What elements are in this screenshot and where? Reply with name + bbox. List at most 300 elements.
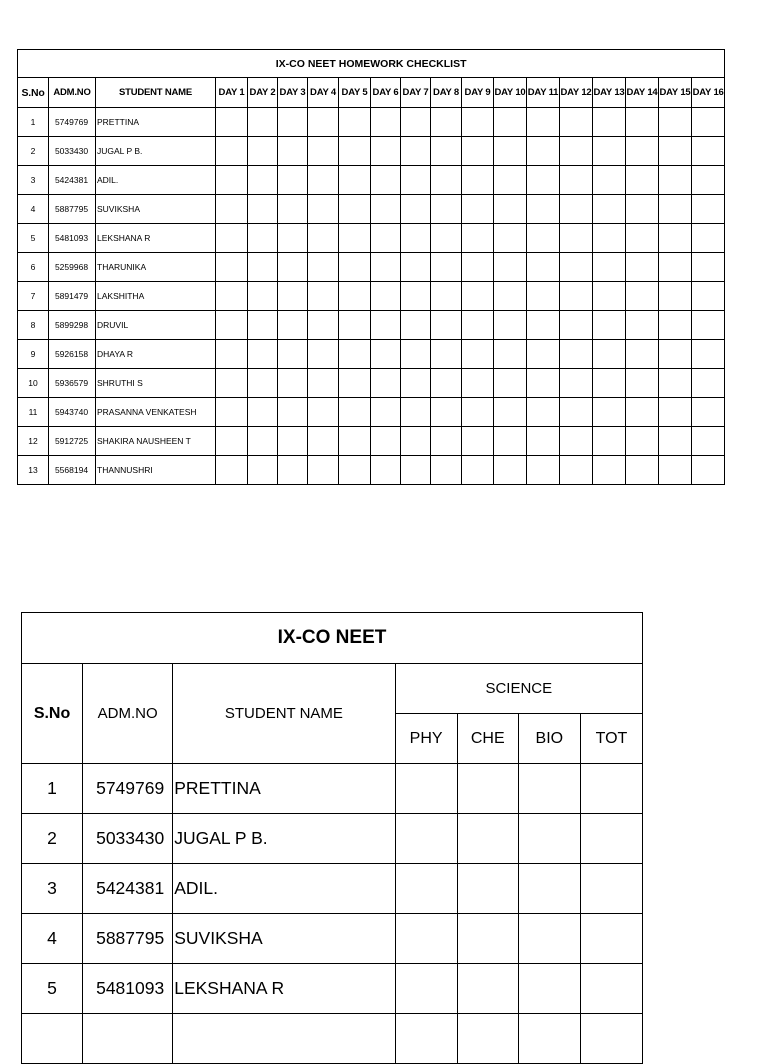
cell-day-1[interactable]: [216, 166, 248, 195]
cell-adm-no: 5926158: [49, 340, 96, 369]
cell-sno: 5: [18, 224, 49, 253]
cell-day-9[interactable]: [462, 166, 494, 195]
cell-day-10[interactable]: [494, 282, 527, 311]
cell-day-10[interactable]: [494, 108, 527, 137]
cell-day-10[interactable]: [494, 427, 527, 456]
cell-day-9[interactable]: [462, 427, 494, 456]
cell-mark-tot[interactable]: [580, 864, 642, 914]
cell-day-11[interactable]: [527, 398, 560, 427]
cell-day-9[interactable]: [462, 195, 494, 224]
cell-day-6[interactable]: [371, 456, 401, 485]
cell-day-11[interactable]: [527, 253, 560, 282]
cell-day-1[interactable]: [216, 340, 248, 369]
cell-day-2[interactable]: [248, 311, 278, 340]
cell-day-9[interactable]: [462, 108, 494, 137]
cell-day-5[interactable]: [339, 195, 371, 224]
cell-student-name: LEKSHANA R: [173, 964, 395, 1014]
cell-day-4[interactable]: [308, 427, 339, 456]
table-row: [18, 398, 725, 427]
cell-day-10[interactable]: [494, 456, 527, 485]
header-day-4: DAY 4: [308, 78, 339, 108]
cell-day-5[interactable]: [339, 253, 371, 282]
header-day-6: DAY 6: [371, 78, 401, 108]
cell-day-12[interactable]: [560, 369, 593, 398]
cell-day-2[interactable]: [248, 398, 278, 427]
cell-adm-no: 5568194: [49, 456, 96, 485]
cell-day-14[interactable]: [626, 108, 659, 137]
cell-day-8[interactable]: [431, 137, 462, 166]
cell-day-10[interactable]: [494, 340, 527, 369]
cell-day-14[interactable]: [626, 224, 659, 253]
table-row: [22, 964, 643, 1014]
cell-day-13[interactable]: [593, 282, 626, 311]
cell-sno: 13: [18, 456, 49, 485]
cell-day-7[interactable]: [401, 137, 431, 166]
cell-day-11[interactable]: [527, 137, 560, 166]
cell-day-4[interactable]: [308, 398, 339, 427]
cell-day-10[interactable]: [494, 398, 527, 427]
cell-day-7[interactable]: [401, 282, 431, 311]
cell-day-14[interactable]: [626, 398, 659, 427]
cell-day-16[interactable]: [692, 224, 725, 253]
cell-day-11[interactable]: [527, 311, 560, 340]
cell-day-2[interactable]: [248, 137, 278, 166]
cell-day-14[interactable]: [626, 311, 659, 340]
cell-day-14[interactable]: [626, 195, 659, 224]
cell-day-14[interactable]: [626, 137, 659, 166]
table-row: [18, 253, 725, 282]
cell-day-6[interactable]: [371, 282, 401, 311]
header-day-1: DAY 1: [216, 78, 248, 108]
cell-day-8[interactable]: [431, 195, 462, 224]
cell-sno: [22, 1014, 83, 1064]
header-student-name: STUDENT NAME: [173, 664, 395, 764]
cell-day-1[interactable]: [216, 427, 248, 456]
cell-mark-tot[interactable]: [580, 914, 642, 964]
table-row: [18, 108, 725, 137]
cell-student-name: DHAYA R: [96, 340, 216, 369]
cell-day-15[interactable]: [659, 224, 692, 253]
cell-day-6[interactable]: [371, 340, 401, 369]
cell-mark-tot[interactable]: [580, 1014, 642, 1064]
cell-day-3[interactable]: [278, 282, 308, 311]
cell-day-7[interactable]: [401, 311, 431, 340]
cell-day-16[interactable]: [692, 137, 725, 166]
cell-day-3[interactable]: [278, 398, 308, 427]
cell-day-13[interactable]: [593, 253, 626, 282]
cell-mark-che[interactable]: [457, 764, 518, 814]
cell-day-12[interactable]: [560, 224, 593, 253]
cell-day-1[interactable]: [216, 398, 248, 427]
table-row: [18, 166, 725, 195]
header-adm-no: ADM.NO: [83, 664, 173, 764]
cell-day-1[interactable]: [216, 137, 248, 166]
cell-day-8[interactable]: [431, 166, 462, 195]
cell-day-15[interactable]: [659, 253, 692, 282]
cell-day-13[interactable]: [593, 108, 626, 137]
cell-student-name: LAKSHITHA: [96, 282, 216, 311]
cell-day-9[interactable]: [462, 282, 494, 311]
cell-day-11[interactable]: [527, 427, 560, 456]
cell-mark-phy[interactable]: [395, 764, 457, 814]
header-day-2: DAY 2: [248, 78, 278, 108]
cell-day-15[interactable]: [659, 340, 692, 369]
cell-day-5[interactable]: [339, 427, 371, 456]
cell-day-6[interactable]: [371, 253, 401, 282]
cell-day-5[interactable]: [339, 108, 371, 137]
cell-day-16[interactable]: [692, 340, 725, 369]
cell-adm-no: 5912725: [49, 427, 96, 456]
cell-day-14[interactable]: [626, 369, 659, 398]
cell-mark-bio[interactable]: [518, 1014, 580, 1064]
cell-student-name: PRASANNA VENKATESH: [96, 398, 216, 427]
cell-day-16[interactable]: [692, 456, 725, 485]
cell-day-13[interactable]: [593, 340, 626, 369]
cell-day-5[interactable]: [339, 311, 371, 340]
cell-day-14[interactable]: [626, 253, 659, 282]
cell-day-4[interactable]: [308, 369, 339, 398]
cell-mark-phy[interactable]: [395, 1014, 457, 1064]
cell-day-15[interactable]: [659, 398, 692, 427]
cell-day-4[interactable]: [308, 224, 339, 253]
cell-day-6[interactable]: [371, 108, 401, 137]
cell-day-1[interactable]: [216, 195, 248, 224]
cell-day-4[interactable]: [308, 340, 339, 369]
cell-day-16[interactable]: [692, 282, 725, 311]
cell-day-11[interactable]: [527, 108, 560, 137]
table-row: [22, 1014, 643, 1064]
table-row: [18, 340, 725, 369]
cell-day-10[interactable]: [494, 137, 527, 166]
cell-day-7[interactable]: [401, 224, 431, 253]
header-day-8: DAY 8: [431, 78, 462, 108]
cell-mark-che[interactable]: [457, 964, 518, 1014]
table-row: [22, 814, 643, 864]
cell-day-8[interactable]: [431, 456, 462, 485]
cell-day-12[interactable]: [560, 398, 593, 427]
cell-mark-tot[interactable]: [580, 814, 642, 864]
table-row: [18, 369, 725, 398]
cell-sno: 2: [18, 137, 49, 166]
header-subject-phy: PHY: [395, 714, 457, 764]
cell-day-9[interactable]: [462, 398, 494, 427]
cell-day-13[interactable]: [593, 398, 626, 427]
cell-sno: 2: [22, 814, 83, 864]
cell-day-8[interactable]: [431, 253, 462, 282]
table-row: [18, 224, 725, 253]
cell-day-15[interactable]: [659, 427, 692, 456]
cell-sno: 9: [18, 340, 49, 369]
cell-day-7[interactable]: [401, 253, 431, 282]
cell-day-15[interactable]: [659, 311, 692, 340]
cell-day-6[interactable]: [371, 427, 401, 456]
cell-day-3[interactable]: [278, 166, 308, 195]
cell-day-5[interactable]: [339, 282, 371, 311]
table-row: [22, 864, 643, 914]
cell-mark-bio[interactable]: [518, 764, 580, 814]
cell-adm-no: 5891479: [49, 282, 96, 311]
cell-sno: 1: [18, 108, 49, 137]
cell-student-name: LEKSHANA R: [96, 224, 216, 253]
cell-day-10[interactable]: [494, 224, 527, 253]
cell-mark-bio[interactable]: [518, 814, 580, 864]
cell-day-5[interactable]: [339, 369, 371, 398]
cell-day-2[interactable]: [248, 224, 278, 253]
cell-day-10[interactable]: [494, 369, 527, 398]
cell-day-7[interactable]: [401, 398, 431, 427]
cell-day-1[interactable]: [216, 369, 248, 398]
cell-day-4[interactable]: [308, 195, 339, 224]
header-day-3: DAY 3: [278, 78, 308, 108]
cell-mark-tot[interactable]: [580, 764, 642, 814]
cell-day-12[interactable]: [560, 195, 593, 224]
cell-day-7[interactable]: [401, 166, 431, 195]
cell-day-15[interactable]: [659, 108, 692, 137]
cell-day-16[interactable]: [692, 427, 725, 456]
cell-day-6[interactable]: [371, 369, 401, 398]
cell-sno: 11: [18, 398, 49, 427]
cell-day-3[interactable]: [278, 427, 308, 456]
cell-sno: 6: [18, 253, 49, 282]
cell-day-12[interactable]: [560, 253, 593, 282]
cell-day-2[interactable]: [248, 340, 278, 369]
cell-day-1[interactable]: [216, 311, 248, 340]
cell-sno: 3: [18, 166, 49, 195]
cell-day-6[interactable]: [371, 311, 401, 340]
cell-day-3[interactable]: [278, 253, 308, 282]
cell-day-9[interactable]: [462, 456, 494, 485]
cell-student-name: PRETTINA: [96, 108, 216, 137]
cell-adm-no: 5033430: [49, 137, 96, 166]
cell-day-11[interactable]: [527, 282, 560, 311]
cell-mark-phy[interactable]: [395, 914, 457, 964]
cell-day-6[interactable]: [371, 398, 401, 427]
header-sno: S.No: [18, 78, 49, 108]
cell-day-8[interactable]: [431, 311, 462, 340]
cell-day-7[interactable]: [401, 195, 431, 224]
cell-day-14[interactable]: [626, 427, 659, 456]
cell-day-4[interactable]: [308, 253, 339, 282]
cell-day-2[interactable]: [248, 253, 278, 282]
cell-day-11[interactable]: [527, 369, 560, 398]
cell-day-15[interactable]: [659, 456, 692, 485]
cell-mark-che[interactable]: [457, 814, 518, 864]
cell-student-name: [173, 1014, 395, 1064]
cell-day-15[interactable]: [659, 166, 692, 195]
cell-mark-che[interactable]: [457, 864, 518, 914]
cell-day-1[interactable]: [216, 108, 248, 137]
cell-day-12[interactable]: [560, 166, 593, 195]
cell-day-13[interactable]: [593, 224, 626, 253]
cell-day-5[interactable]: [339, 166, 371, 195]
cell-day-15[interactable]: [659, 195, 692, 224]
cell-day-5[interactable]: [339, 224, 371, 253]
cell-day-1[interactable]: [216, 224, 248, 253]
cell-adm-no: 5481093: [49, 224, 96, 253]
cell-day-5[interactable]: [339, 456, 371, 485]
cell-day-3[interactable]: [278, 195, 308, 224]
cell-day-6[interactable]: [371, 195, 401, 224]
cell-mark-phy[interactable]: [395, 814, 457, 864]
cell-day-7[interactable]: [401, 369, 431, 398]
cell-day-11[interactable]: [527, 166, 560, 195]
cell-adm-no: 5887795: [83, 914, 173, 964]
cell-mark-bio[interactable]: [518, 914, 580, 964]
cell-day-4[interactable]: [308, 137, 339, 166]
cell-student-name: JUGAL P B.: [173, 814, 395, 864]
cell-sno: 1: [22, 764, 83, 814]
header-student-name: STUDENT NAME: [96, 78, 216, 108]
cell-day-7[interactable]: [401, 456, 431, 485]
cell-day-2[interactable]: [248, 166, 278, 195]
cell-day-16[interactable]: [692, 195, 725, 224]
cell-day-11[interactable]: [527, 195, 560, 224]
cell-day-9[interactable]: [462, 340, 494, 369]
cell-adm-no: 5259968: [49, 253, 96, 282]
cell-day-12[interactable]: [560, 108, 593, 137]
cell-day-3[interactable]: [278, 340, 308, 369]
header-day-10: DAY 10: [494, 78, 527, 108]
marks-title: IX-CO NEET: [22, 613, 643, 664]
cell-day-1[interactable]: [216, 282, 248, 311]
cell-mark-tot[interactable]: [580, 964, 642, 1014]
cell-day-16[interactable]: [692, 311, 725, 340]
cell-day-3[interactable]: [278, 224, 308, 253]
cell-day-13[interactable]: [593, 195, 626, 224]
cell-day-2[interactable]: [248, 427, 278, 456]
cell-student-name: SHAKIRA NAUSHEEN T: [96, 427, 216, 456]
cell-day-8[interactable]: [431, 398, 462, 427]
cell-day-7[interactable]: [401, 427, 431, 456]
cell-day-13[interactable]: [593, 311, 626, 340]
cell-mark-che[interactable]: [457, 914, 518, 964]
cell-day-8[interactable]: [431, 427, 462, 456]
cell-day-2[interactable]: [248, 108, 278, 137]
cell-day-4[interactable]: [308, 456, 339, 485]
cell-day-16[interactable]: [692, 108, 725, 137]
cell-day-15[interactable]: [659, 282, 692, 311]
cell-day-4[interactable]: [308, 311, 339, 340]
cell-day-13[interactable]: [593, 137, 626, 166]
cell-day-10[interactable]: [494, 166, 527, 195]
cell-day-6[interactable]: [371, 137, 401, 166]
cell-day-12[interactable]: [560, 311, 593, 340]
cell-day-9[interactable]: [462, 369, 494, 398]
cell-day-14[interactable]: [626, 340, 659, 369]
cell-day-16[interactable]: [692, 253, 725, 282]
cell-day-16[interactable]: [692, 166, 725, 195]
cell-day-3[interactable]: [278, 108, 308, 137]
cell-day-9[interactable]: [462, 224, 494, 253]
cell-day-12[interactable]: [560, 282, 593, 311]
header-day-15: DAY 15: [659, 78, 692, 108]
cell-day-15[interactable]: [659, 137, 692, 166]
cell-day-8[interactable]: [431, 369, 462, 398]
cell-student-name: ADIL.: [96, 166, 216, 195]
cell-day-3[interactable]: [278, 137, 308, 166]
cell-day-16[interactable]: [692, 398, 725, 427]
cell-day-10[interactable]: [494, 195, 527, 224]
cell-mark-phy[interactable]: [395, 864, 457, 914]
cell-day-8[interactable]: [431, 340, 462, 369]
cell-day-11[interactable]: [527, 456, 560, 485]
cell-adm-no: 5033430: [83, 814, 173, 864]
cell-day-8[interactable]: [431, 224, 462, 253]
cell-student-name: DRUVIL: [96, 311, 216, 340]
cell-day-10[interactable]: [494, 311, 527, 340]
header-day-12: DAY 12: [560, 78, 593, 108]
header-day-16: DAY 16: [692, 78, 725, 108]
cell-day-13[interactable]: [593, 369, 626, 398]
cell-day-5[interactable]: [339, 340, 371, 369]
cell-day-1[interactable]: [216, 456, 248, 485]
cell-day-6[interactable]: [371, 166, 401, 195]
cell-student-name: SUVIKSHA: [173, 914, 395, 964]
table-row: [18, 137, 725, 166]
cell-sno: 5: [22, 964, 83, 1014]
cell-day-14[interactable]: [626, 166, 659, 195]
cell-mark-che[interactable]: [457, 1014, 518, 1064]
cell-day-1[interactable]: [216, 253, 248, 282]
cell-mark-bio[interactable]: [518, 964, 580, 1014]
cell-day-9[interactable]: [462, 253, 494, 282]
cell-day-12[interactable]: [560, 456, 593, 485]
table-row: [18, 427, 725, 456]
cell-adm-no: 5899298: [49, 311, 96, 340]
cell-day-13[interactable]: [593, 427, 626, 456]
cell-day-12[interactable]: [560, 427, 593, 456]
cell-day-7[interactable]: [401, 108, 431, 137]
cell-day-11[interactable]: [527, 224, 560, 253]
cell-day-13[interactable]: [593, 456, 626, 485]
cell-day-8[interactable]: [431, 108, 462, 137]
cell-mark-bio[interactable]: [518, 864, 580, 914]
cell-day-7[interactable]: [401, 340, 431, 369]
cell-day-16[interactable]: [692, 369, 725, 398]
cell-day-3[interactable]: [278, 369, 308, 398]
cell-day-4[interactable]: [308, 166, 339, 195]
cell-student-name: PRETTINA: [173, 764, 395, 814]
header-day-11: DAY 11: [527, 78, 560, 108]
cell-day-3[interactable]: [278, 311, 308, 340]
cell-day-12[interactable]: [560, 340, 593, 369]
cell-day-14[interactable]: [626, 456, 659, 485]
cell-day-15[interactable]: [659, 369, 692, 398]
cell-day-2[interactable]: [248, 282, 278, 311]
cell-day-14[interactable]: [626, 282, 659, 311]
header-adm-no: ADM.NO: [49, 78, 96, 108]
cell-day-2[interactable]: [248, 369, 278, 398]
cell-adm-no: 5936579: [49, 369, 96, 398]
cell-day-6[interactable]: [371, 224, 401, 253]
cell-day-2[interactable]: [248, 195, 278, 224]
cell-mark-phy[interactable]: [395, 964, 457, 1014]
cell-day-5[interactable]: [339, 398, 371, 427]
cell-day-4[interactable]: [308, 108, 339, 137]
cell-day-5[interactable]: [339, 137, 371, 166]
cell-day-13[interactable]: [593, 166, 626, 195]
cell-day-4[interactable]: [308, 282, 339, 311]
cell-day-9[interactable]: [462, 137, 494, 166]
cell-day-3[interactable]: [278, 456, 308, 485]
cell-day-12[interactable]: [560, 137, 593, 166]
cell-day-2[interactable]: [248, 456, 278, 485]
cell-day-8[interactable]: [431, 282, 462, 311]
cell-day-11[interactable]: [527, 340, 560, 369]
cell-day-9[interactable]: [462, 311, 494, 340]
cell-sno: 4: [22, 914, 83, 964]
cell-day-10[interactable]: [494, 253, 527, 282]
